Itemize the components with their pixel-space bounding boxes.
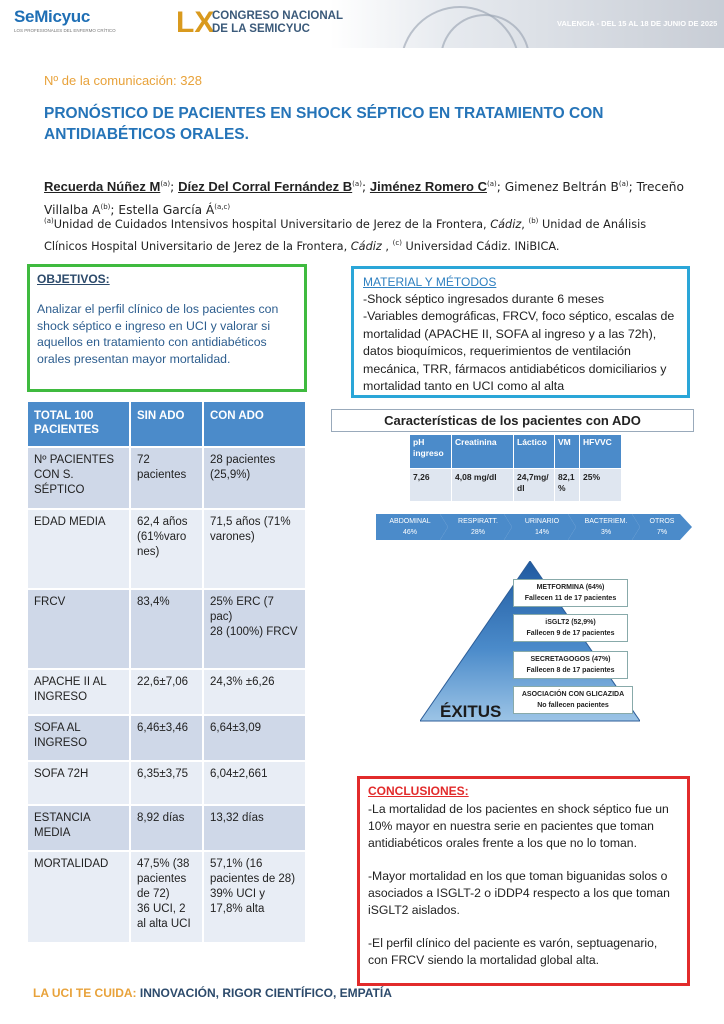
focus-label: [638, 516, 686, 538]
table-cell: 6,04±2,661: [202, 760, 305, 804]
author-2-affil: (a): [352, 180, 362, 188]
table-row: [28, 446, 305, 508]
congress-number: LX: [176, 6, 215, 39]
communication-number: Nº de la comunicación: 328: [44, 73, 202, 88]
drug-box: [513, 614, 628, 642]
focus-name: ABDOMINAL: [389, 518, 431, 525]
table-cell: 28 pacientes (25,9%): [202, 446, 305, 508]
table-header: SIN ADO: [129, 402, 202, 446]
table-cell: 24,3% ±6,26: [202, 668, 305, 714]
semicyuc-logo: [14, 7, 116, 43]
drug-detail: Fallecen 11 de 17 pacientes: [524, 595, 617, 602]
table-cell: 47,5% (38 pacientes de 72) 36 UCI, 2 al alta UCI: [129, 850, 202, 942]
author-3: Jiménez Romero C: [369, 179, 487, 195]
material-line-2: -Variables demográficas, FRCV, foco séptico, escalas de mortalidad (APACHE II, SOFA al ingreso y a las 72h), datos bioquímicos, requerimientos de ventilación mecánica, TRR, fármacos antidiabéticos domiciliarios y mortalidad tanto en UCI como al alta: [363, 309, 675, 394]
table-header: TOTAL 100 PACIENTES: [28, 402, 129, 446]
conclusion-1: -La mortalidad de los pacientes en shock séptico fue un 10% mayor en nuestra serie en pacientes que toman antidiabéticos orales frente a los que no lo toman.: [368, 802, 669, 850]
lab-value: 82,1 %: [555, 469, 579, 501]
table-cell: SOFA 72H: [28, 760, 129, 804]
focus-name: URINARIO: [524, 518, 560, 525]
affiliations: $^{(a)}$Unidad de Cuidados Intensivos hospital Universitario de Jerez de la Frontera, Cádiz, $^{(b)}$ Unidad de Análisis Clínicos Hospital Universitario de Jerez de la Frontera, Cádiz , $^{(c)}$ Universidad Cádiz. INiBICA.: [44, 217, 647, 253]
objetivos-text: Analizar el perfil clínico de los pacientes con shock séptico e ingreso en UCI y valorar si aquellos en tratamiento con antidiabéticos orales presentan mayor mortalidad.: [37, 302, 279, 366]
table-cell: 62,4 años (61%varo nes): [129, 508, 202, 588]
conclusion-3: -El perfil clínico del paciente es varón, septuagenario, con FRCV siendo la mortalidad global alta.: [368, 936, 658, 967]
focus-percent: 3%: [600, 529, 612, 536]
author-separator: ;: [110, 203, 115, 218]
table-cell: SOFA AL INGRESO: [28, 714, 129, 760]
comparison-table: [28, 402, 305, 942]
focus-label: [572, 516, 640, 538]
congress-name-line2: DE LA SEMICYUC: [212, 23, 310, 35]
author-4: Gimenez Beltrán B: [504, 180, 619, 195]
affil-b-text: Unidad de Análisis Clínicos Hospital Universitario de Jerez de la Frontera,: [44, 217, 647, 253]
table-cell: APACHE II AL INGRESO: [28, 668, 129, 714]
author-separator: ;: [628, 180, 633, 195]
table-cell: 72 pacientes: [129, 446, 202, 508]
lab-value: 24,7mg/ dl: [514, 469, 554, 501]
congress-name: [212, 10, 343, 36]
focus-percent: 7%: [656, 529, 668, 536]
header-banner: [0, 0, 724, 48]
drug-detail: No fallecen pacientes: [537, 702, 609, 709]
footer-slogan-part1: LA UCI TE CUIDA:: [33, 986, 137, 1000]
focus-label: [376, 516, 444, 538]
logo-text: SeMicyuc: [14, 7, 91, 26]
drug-box: [513, 579, 628, 607]
table-row: [28, 668, 305, 714]
lab-header: Láctico: [514, 435, 554, 468]
conclusiones-title: CONCLUSIONES:: [368, 784, 469, 798]
table-cell: 13,32 días: [202, 804, 305, 850]
lab-value: 25%: [580, 469, 621, 501]
drug-detail: Fallecen 8 de 17 pacientes: [526, 667, 615, 674]
lab-header: Creatinina: [452, 435, 513, 468]
author-5-affil: (b): [100, 203, 111, 212]
lab-value-row: [410, 469, 621, 501]
drug-box: [513, 651, 628, 679]
table-cell: Nº PACIENTES CON S. SÉPTICO: [28, 446, 129, 508]
affil-b-city: Cádiz: [350, 239, 382, 253]
table-row: [28, 804, 305, 850]
affil-c-text: Universidad Cádiz. INiBICA.: [401, 239, 560, 253]
focus-name: BACTERIEM.: [584, 518, 628, 525]
table-cell: 8,92 días: [129, 804, 202, 850]
table-cell: 25% ERC (7 pac) 28 (100%) FRCV: [202, 588, 305, 668]
author-3-affil: (a): [486, 180, 497, 188]
author-separator: ;: [361, 180, 367, 195]
pyramid-label: ÉXITUS: [440, 702, 502, 721]
author-separator: ;: [170, 180, 175, 195]
conclusiones-box: [357, 776, 690, 986]
objetivos-title: OBJETIVOS:: [37, 272, 110, 286]
lab-header: VM: [555, 435, 579, 468]
author-1-affil: (a): [160, 180, 171, 188]
drug-box: [513, 686, 633, 714]
table-cell: FRCV: [28, 588, 129, 668]
congress-name-line1: CONGRESO NACIONAL: [212, 10, 343, 22]
material-title: MATERIAL Y MÉTODOS: [363, 275, 497, 289]
author-4-affil: (a): [618, 180, 629, 188]
conclusion-2: -Mayor mortalidad en los que toman biguanidas solos o asociados a ISGLT-2 o iDDP4 respecto a los que toman iSGLT2 aislados.: [368, 869, 670, 917]
table-row: [28, 714, 305, 760]
table-row: [28, 508, 305, 588]
material-box: [351, 266, 690, 398]
table-header-row: [28, 402, 305, 446]
lab-value: 7,26: [410, 469, 451, 501]
focus-name: RESPIRATT.: [458, 518, 498, 525]
table-cell: 22,6±7,06: [129, 668, 202, 714]
footer-slogan: [33, 986, 392, 1000]
author-2: Díez Del Corral Fernández B: [178, 179, 353, 195]
logo-subtitle: LOS PROFESIONALES DEL ENFERMO CRÍTICO: [14, 28, 116, 33]
drug-name: iSGLT2 (52,9%): [545, 619, 596, 626]
congress-date: VALENCIA - DEL 15 AL 18 DE JUNIO DE 2025: [557, 19, 718, 28]
drug-name: METFORMINA (64%): [536, 584, 605, 591]
table-row: [28, 588, 305, 668]
affil-a-mark: (a): [44, 217, 54, 225]
lab-values-table: [409, 434, 622, 502]
focus-percent: 46%: [402, 529, 417, 536]
table-header: CON ADO: [202, 402, 305, 446]
affil-a-text: Unidad de Cuidados Intensivos hospital Universitario de Jerez de la Frontera,: [53, 217, 491, 231]
focus-percent: 14%: [534, 529, 549, 536]
table-cell: MORTALIDAD: [28, 850, 129, 942]
focus-name: OTROS: [649, 518, 675, 525]
lab-header-row: [410, 435, 621, 468]
author-separator: ;: [496, 180, 501, 195]
table-row: [28, 760, 305, 804]
affil-b-mark: (b): [528, 217, 539, 225]
author-1: Recuerda Núñez M: [44, 179, 161, 195]
lab-header: pH ingreso: [410, 435, 451, 468]
lab-header: HFVVC: [580, 435, 621, 468]
affil-a-city: Cádiz: [490, 217, 522, 231]
table-cell: 6,46±3,46: [129, 714, 202, 760]
table-cell: 57,1% (16 pacientes de 28) 39% UCI y 17,8% alta: [202, 850, 305, 942]
drug-name: ASOCIACIÓN CON GLICAZIDA: [521, 691, 625, 698]
material-line-1: -Shock séptico ingresados durante 6 meses: [363, 292, 605, 306]
table-row: [28, 850, 305, 942]
author-6-affil: (a,c): [214, 203, 231, 212]
objetivos-box: [27, 264, 307, 392]
author-6: Estella García Á: [118, 203, 215, 218]
author-5: Treceño Villalba A: [44, 180, 684, 218]
affil-c-mark: (c): [392, 238, 402, 247]
table-cell: ESTANCIA MEDIA: [28, 804, 129, 850]
lab-value: 4,08 mg/dl: [452, 469, 513, 501]
drug-name: SECRETAGOGOS (47%): [530, 656, 611, 663]
table-cell: 6,64±3,09: [202, 714, 305, 760]
focus-percent: 28%: [470, 529, 485, 536]
poster-title: PRONÓSTICO DE PACIENTES EN SHOCK SÉPTICO EN TRATAMIENTO CON ANTIDIABÉTICOS ORALES.: [44, 105, 604, 143]
drug-detail: Fallecen 9 de 17 pacientes: [526, 630, 615, 637]
table-cell: 83,4%: [129, 588, 202, 668]
table-cell: EDAD MEDIA: [28, 508, 129, 588]
table-cell: 6,35±3,75: [129, 760, 202, 804]
caracteristicas-title: Características de los pacientes con ADO: [331, 409, 694, 432]
focus-label: [444, 516, 512, 538]
septic-focus-chevrons: [376, 514, 692, 540]
table-cell: 71,5 años (71% varones): [202, 508, 305, 588]
focus-label: [508, 516, 576, 538]
footer-slogan-part2: INNOVACIÓN, RIGOR CIENTÍFICO, EMPATÍA: [136, 986, 392, 1000]
